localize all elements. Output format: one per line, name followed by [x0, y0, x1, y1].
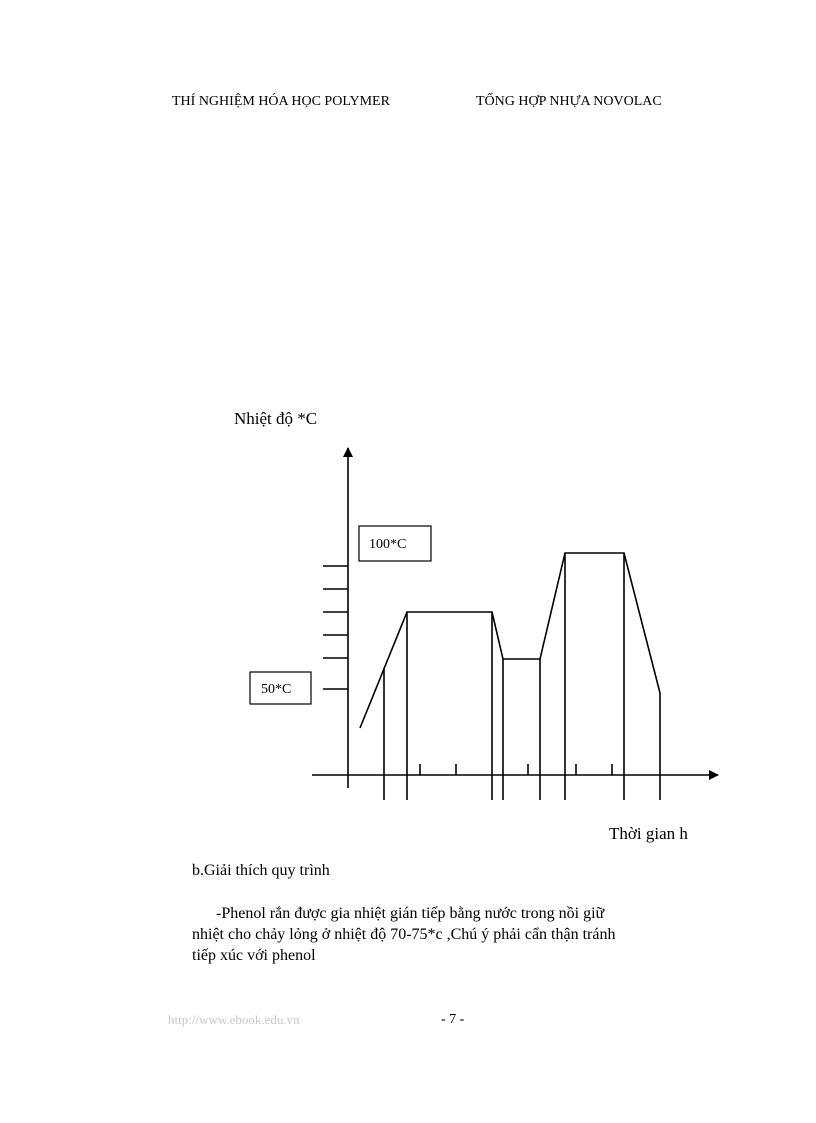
footer-url-link[interactable]: http://www.ebook.edu.vn [168, 1012, 300, 1027]
x-axis-ticks [420, 764, 612, 775]
header-right-title: TỔNG HỢP NHỰA NOVOLAC [476, 94, 662, 109]
y-axis-label: Nhiệt độ *C [234, 409, 318, 428]
page-number: - 7 - [441, 1012, 465, 1027]
temperature-curve [360, 553, 660, 728]
paragraph-line: tiếp xúc với phenol [192, 947, 316, 964]
phase-lines [384, 553, 660, 800]
header-left-title: THÍ NGHIỆM HÓA HỌC POLYMER [172, 94, 390, 109]
x-axis-label: Thời gian h [609, 824, 688, 843]
label-100c: 100*C [369, 537, 407, 552]
section-title: b.Giải thích quy trình [192, 862, 330, 879]
paragraph-line: -Phenol rắn được gia nhiệt gián tiếp bằng nước trong nồi giữ [216, 905, 605, 922]
paragraph-line: nhiệt cho chảy lỏng ở nhiệt độ 70-75*c ,Chú ý phải cẩn thận tránh [192, 926, 616, 943]
y-axis-ticks [323, 566, 348, 689]
label-50c: 50*C [261, 682, 292, 697]
explanation-paragraph [192, 903, 712, 966]
